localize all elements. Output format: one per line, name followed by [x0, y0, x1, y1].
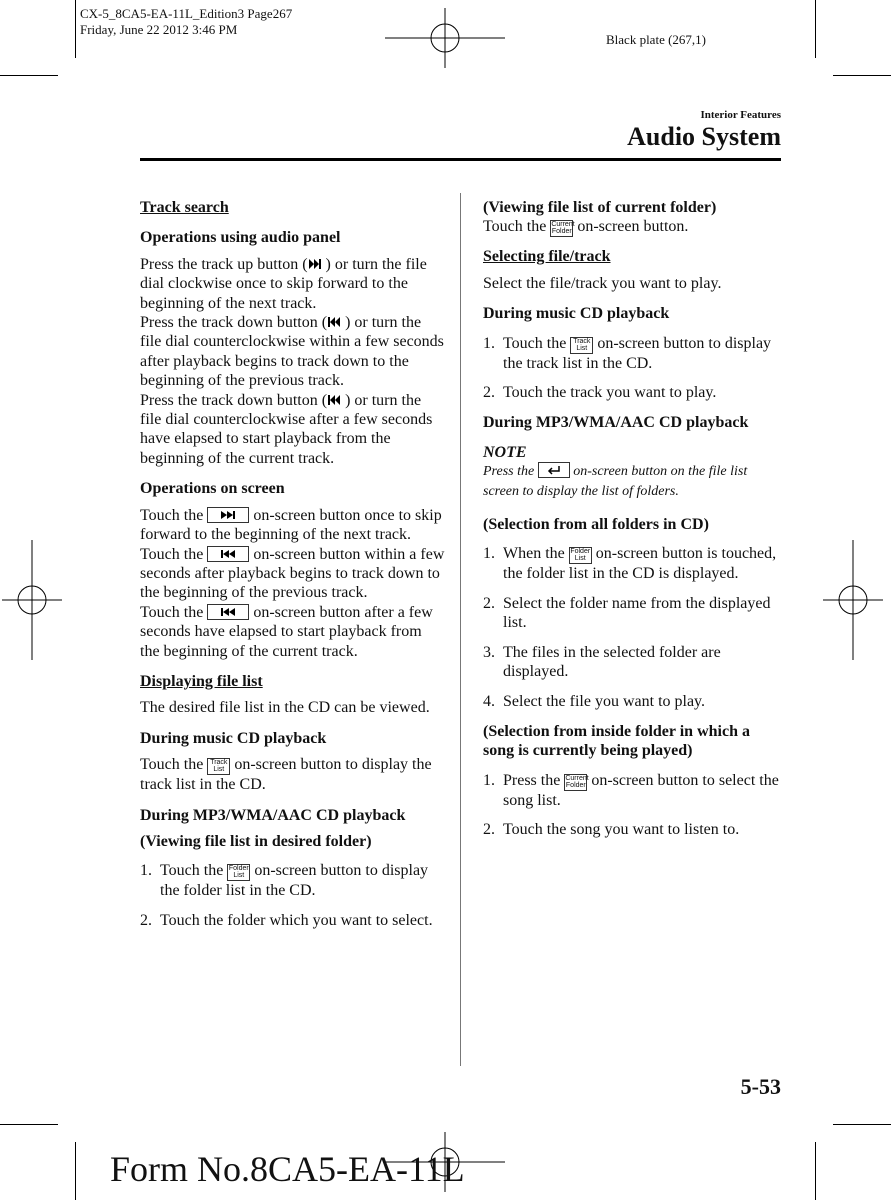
current-folder-icon: [564, 774, 587, 791]
print-slug-line1: CX-5_8CA5-EA-11L_Edition3 Page267: [80, 6, 293, 21]
list-text: [503, 334, 783, 373]
track-down-icon: [327, 316, 341, 328]
skip-back-onscreen-icon: [207, 546, 249, 562]
text: Touch the: [140, 603, 204, 621]
icon-text: Current: [565, 774, 589, 782]
list-number: 2.: [483, 384, 495, 402]
screen-paragraph-1: [140, 506, 445, 545]
track-search-heading: Track search: [140, 199, 229, 216]
list-text: Touch the folder which you want to select.: [160, 911, 433, 929]
current-folder-paragraph: [483, 217, 783, 237]
text: ) or turn the file dial counterclockwise within a few seconds after playback begins to track down to the beginning of the previous track.: [140, 314, 444, 390]
music-cd-heading: During music CD playback: [140, 729, 327, 747]
text: Touch the: [483, 218, 547, 236]
current-folder-icon: [550, 220, 573, 237]
right-column: [483, 198, 783, 840]
icon-text: Track: [210, 759, 228, 767]
all-folders-heading: (Selection from all folders in CD): [483, 516, 709, 534]
ops-panel-heading: Operations using audio panel: [140, 229, 341, 247]
text: Press the track down button (: [140, 391, 328, 409]
list-text: Select the folder name from the displayed list.: [503, 594, 771, 632]
skip-forward-onscreen-icon: [207, 507, 249, 523]
icon-text: Folder: [551, 228, 572, 236]
list-text: [160, 861, 445, 900]
text: When the: [503, 545, 565, 563]
list-text: The files in the selected folder are displayed.: [503, 643, 721, 681]
list-number: 2.: [483, 821, 495, 839]
back-arrow-icon: [538, 462, 570, 478]
list-number: 1.: [483, 334, 495, 352]
icon-text: List: [574, 555, 586, 563]
list-item: [483, 643, 783, 682]
list-number: 1.: [483, 771, 495, 789]
display-file-list-heading: Displaying file list: [140, 672, 263, 690]
ops-screen-heading: Operations on screen: [140, 480, 285, 498]
skip-back-onscreen-icon: [207, 604, 249, 620]
list-number: 4.: [483, 692, 495, 710]
track-down-icon: [327, 394, 341, 406]
list-text: [503, 771, 783, 810]
text: Touch the: [140, 506, 204, 524]
crop-mark: [833, 1124, 891, 1125]
crop-mark: [0, 75, 58, 76]
list-item: [483, 544, 783, 583]
icon-text: List: [233, 872, 245, 880]
music-cd-paragraph: [140, 755, 445, 794]
crop-mark: [815, 0, 816, 58]
column-divider: [460, 193, 461, 1066]
note-text: [483, 462, 783, 501]
text: Touch the: [160, 862, 224, 880]
mp3-heading: During MP3/WMA/AAC CD playback: [140, 806, 406, 824]
section-label: Interior Features: [700, 109, 781, 121]
text: on-screen button to select the song list.: [503, 771, 779, 809]
text: Press the track down button (: [140, 314, 328, 332]
text: Press the: [503, 771, 561, 789]
form-number: Form No.8CA5-EA-11L: [110, 1149, 465, 1189]
track-list-icon: [570, 337, 593, 354]
page-title: Audio System: [627, 122, 781, 151]
text: on-screen button once to skip forward to the beginning of the next track.: [140, 506, 442, 544]
selecting-heading: Selecting file/track: [483, 248, 611, 266]
text: on-screen button is touched, the folder list in the CD is displayed.: [503, 545, 777, 583]
plate-label: Black plate (267,1): [606, 32, 706, 47]
list-item: [483, 820, 783, 839]
text: on-screen button to display the track list in the CD.: [140, 756, 432, 794]
registration-mark-left: [2, 540, 62, 660]
crop-mark: [815, 1142, 816, 1200]
list-number: 2.: [483, 594, 495, 612]
music-cd-heading: During music CD playback: [483, 305, 670, 323]
text: Touch the: [140, 545, 204, 563]
text: Touch the: [140, 756, 204, 774]
text: on-screen button.: [577, 218, 689, 236]
list-text: Touch the track you want to play.: [503, 384, 717, 402]
icon-text: Track: [573, 337, 591, 345]
header-rule: [140, 158, 781, 161]
list-item: [140, 861, 445, 900]
text: on-screen button to display the folder list in the CD.: [160, 862, 429, 900]
track-up-icon: [308, 258, 322, 270]
text: Press the: [483, 464, 535, 480]
panel-paragraph-3: [140, 391, 445, 469]
text: Press the track up button (: [140, 255, 308, 273]
panel-paragraph-2: [140, 313, 445, 391]
crop-mark: [75, 1142, 76, 1200]
desired-folder-heading: (Viewing file list in desired folder): [140, 832, 372, 850]
text: ) or turn the file dial counterclockwise after a few seconds have elapsed to start playback from the beginning of the current track.: [140, 391, 433, 467]
text: on-screen button on the file list screen to display the list of folders.: [483, 464, 748, 499]
text: on-screen button to display the track list in the CD.: [503, 334, 772, 372]
list-item: [140, 911, 445, 930]
page-number: 5-53: [740, 1074, 781, 1099]
display-paragraph: The desired file list in the CD can be viewed.: [140, 699, 430, 717]
folder-list-icon: [569, 547, 592, 564]
inside-folder-heading: (Selection from inside folder in which a song is currently being played): [483, 722, 750, 760]
list-number: 2.: [140, 911, 152, 929]
list-text: Select the file you want to play.: [503, 692, 706, 710]
current-folder-heading: (Viewing file list of current folder): [483, 199, 717, 216]
text: on-screen button within a few seconds after playback begins to track down to the beginning of the previous track.: [140, 545, 445, 602]
crop-mark: [75, 0, 76, 58]
list-item: [483, 383, 783, 402]
selecting-paragraph: Select the file/track you want to play.: [483, 274, 722, 292]
print-slug: [80, 6, 292, 38]
left-column: [140, 198, 445, 930]
print-slug-line2: Friday, June 22 2012 3:46 PM: [80, 22, 238, 37]
icon-text: Folder: [565, 781, 586, 789]
icon-text: Current: [551, 221, 575, 229]
list-text: Touch the song you want to listen to.: [503, 821, 740, 839]
list-number: 3.: [483, 643, 495, 661]
note-heading: NOTE: [483, 443, 527, 461]
icon-text: Folder: [570, 548, 591, 556]
text: Touch the: [503, 334, 567, 352]
icon-text: Folder: [228, 865, 249, 873]
text: ) or turn the file dial clockwise once to skip forward to the beginning of the next track.: [140, 255, 427, 312]
folder-list-icon: [227, 864, 250, 881]
list-item: [483, 334, 783, 373]
screen-paragraph-3: [140, 603, 445, 661]
list-item: [483, 771, 783, 810]
list-item: [483, 692, 783, 711]
registration-mark-top: [385, 8, 505, 68]
icon-text: List: [576, 344, 588, 352]
panel-paragraph-1: [140, 255, 445, 313]
crop-mark: [0, 1124, 58, 1125]
track-list-icon: [207, 758, 230, 775]
icon-text: List: [213, 766, 225, 774]
list-number: 1.: [483, 545, 495, 563]
list-item: [483, 594, 783, 633]
crop-mark: [833, 75, 891, 76]
mp3-heading: During MP3/WMA/AAC CD playback: [483, 414, 749, 432]
registration-mark-right: [823, 540, 883, 660]
list-number: 1.: [140, 862, 152, 880]
text: on-screen button after a few seconds have elapsed to start playback from the beginning of the current track.: [140, 603, 433, 660]
list-text: [503, 544, 783, 583]
screen-paragraph-2: [140, 545, 445, 603]
